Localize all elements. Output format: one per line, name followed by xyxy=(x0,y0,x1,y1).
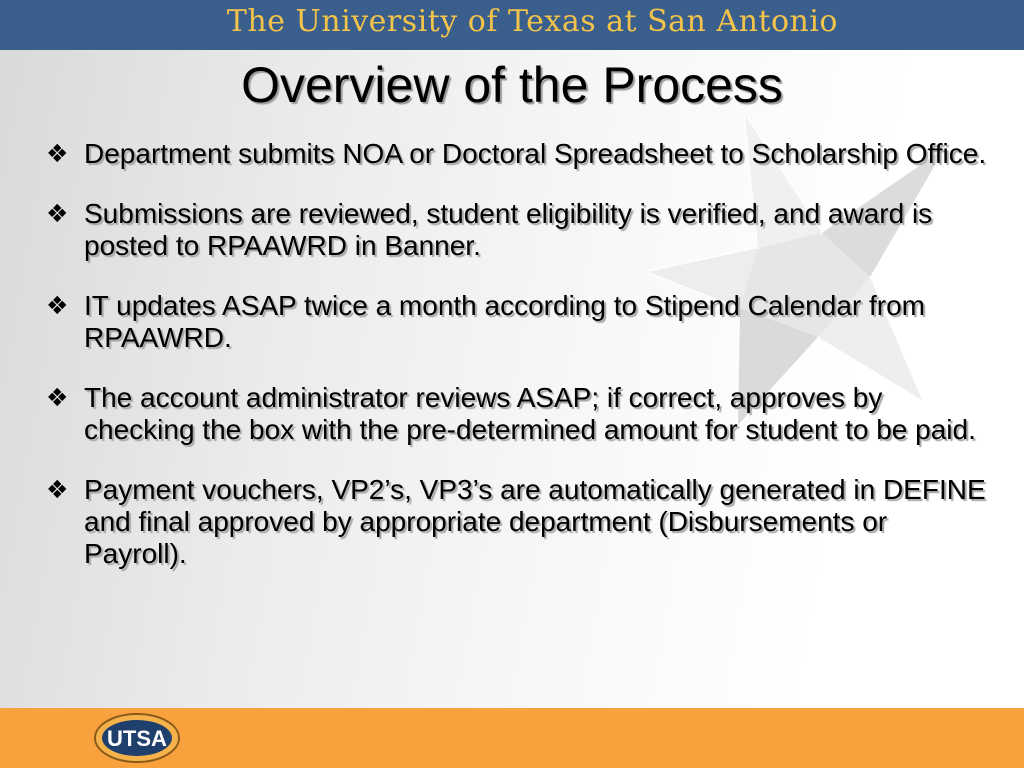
bullet-item xyxy=(46,290,996,354)
bullet-item xyxy=(46,198,996,262)
four-diamond-bullet-icon: ❖ xyxy=(46,475,69,504)
bullet-list xyxy=(46,138,996,598)
bullet-text: IT updates ASAP twice a month according to Stipend Calendar from RPAAWRD. xyxy=(84,290,925,353)
four-diamond-bullet-icon: ❖ xyxy=(46,291,69,320)
header-band xyxy=(0,0,1024,50)
bullet-text: Department submits NOA or Doctoral Spreadsheet to Scholarship Office. xyxy=(84,138,987,169)
bullet-item xyxy=(46,474,996,570)
bullet-item xyxy=(46,382,996,446)
four-diamond-bullet-icon: ❖ xyxy=(46,383,69,412)
utsa-logo xyxy=(92,711,182,765)
bullet-text: The account administrator reviews ASAP; if correct, approves by checking the box with the pre-determined amount for student to be paid. xyxy=(84,382,976,445)
four-diamond-bullet-icon: ❖ xyxy=(46,199,69,228)
logo-text: UTSA xyxy=(107,726,167,751)
bullet-text: Payment vouchers, VP2’s, VP3’s are automatically generated in DEFINE and final approved by appropriate department (Disbursements or Payroll). xyxy=(84,474,986,569)
slide-title: Overview of the Process xyxy=(241,57,783,113)
bullet-text: Submissions are reviewed, student eligibility is verified, and award is posted to RPAAWRD in Banner. xyxy=(84,198,933,261)
university-name: The University of Texas at San Antonio xyxy=(226,4,838,39)
bullet-item xyxy=(46,138,996,170)
four-diamond-bullet-icon: ❖ xyxy=(46,139,69,168)
